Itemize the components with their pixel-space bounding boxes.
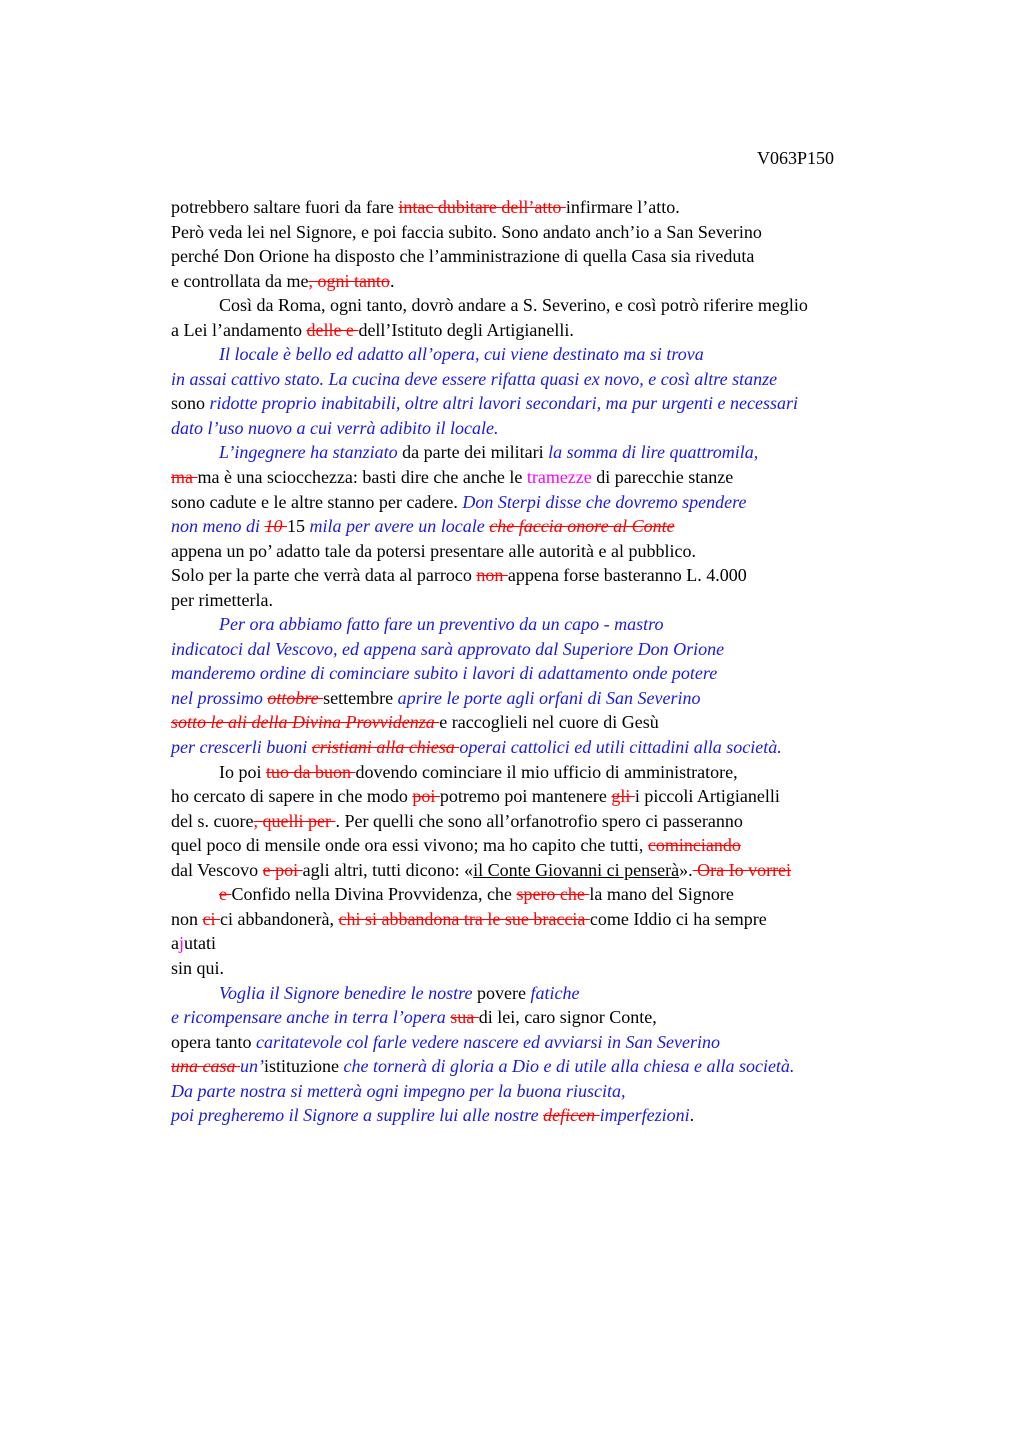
text-line [171, 465, 931, 490]
text-line [171, 661, 931, 686]
text-segment: perché Don Orione ha disposto che l’amministrazione di quella Casa sia riveduta [171, 246, 755, 267]
text-segment: di lei, caro signor Conte, [478, 1007, 657, 1028]
text-segment: sin qui. [171, 957, 225, 978]
text-line [171, 391, 931, 416]
text-line [171, 514, 931, 539]
text-segment: a Lei l’andamento [171, 319, 307, 340]
text-line [171, 440, 931, 465]
letter-body [171, 195, 931, 1128]
struck-text: cominciando [647, 835, 741, 856]
text-segment: opera tanto [171, 1031, 256, 1052]
emphasized-text: fatiche [530, 982, 580, 1003]
page-id: V063P150 [757, 148, 835, 168]
struck-text: 10 [264, 516, 287, 537]
struck-text: , ogni tanto [308, 270, 390, 291]
text-line [171, 809, 931, 834]
text-segment: la mano del Signore [589, 884, 734, 905]
struck-text: ottobre [267, 687, 324, 708]
text-line [171, 931, 931, 956]
text-line [171, 539, 931, 564]
text-segment: Così da Roma, ogni tanto, dovrò andare a S. Severino, e così potrò riferire meglio [219, 295, 808, 316]
text-segment: utati [184, 933, 217, 954]
struck-text: una casa [171, 1056, 240, 1077]
text-segment: e raccoglieli nel cuore di Gesù [439, 712, 659, 733]
highlighted-text: j [179, 933, 185, 954]
text-segment: a [171, 933, 179, 954]
text-line [171, 367, 931, 392]
text-line [171, 686, 931, 711]
emphasized-text: manderemo ordine di cominciare subito i lavori di adattamento onde potere [171, 663, 718, 684]
text-line [171, 882, 931, 907]
emphasized-text: aprire le porte agli orfani di San Severino [397, 687, 701, 708]
text-line [171, 1030, 931, 1055]
emphasized-text: Da parte nostra si metterà ogni impegno per la buona riuscita, [171, 1080, 626, 1101]
text-line [171, 735, 931, 760]
struck-text: cristiani alla chiesa [311, 737, 460, 758]
text-segment: per rimetterla. [171, 589, 273, 610]
highlighted-text: tramezze [526, 467, 592, 488]
struck-text: ci [202, 908, 220, 929]
text-segment: appena un po’ adatto tale da potersi presentare alle autorità e al pubblico. [171, 540, 696, 561]
text-segment: appena forse basteranno L. 4.000 [507, 565, 747, 586]
text-segment: Confido nella Divina Provvidenza, che [231, 884, 517, 905]
text-line [171, 760, 931, 785]
text-line [171, 833, 931, 858]
emphasized-text: Per ora abbiamo fatto fare un preventivo da un capo - mastro [219, 614, 664, 635]
text-segment: Io poi [219, 761, 266, 782]
text-line [171, 981, 931, 1006]
text-segment: dell’Istituto degli Artigianelli. [358, 319, 574, 340]
text-segment: dovendo cominciare il mio ufficio di amministratore, [355, 761, 738, 782]
text-line [171, 588, 931, 613]
text-line [171, 220, 931, 245]
text-segment: infirmare l’atto. [565, 197, 680, 217]
text-segment: i piccoli Artigianelli [634, 786, 780, 807]
text-segment: . [689, 1105, 695, 1126]
text-segment: istituzione [264, 1056, 344, 1077]
text-line [171, 490, 931, 515]
text-segment: ma è una sciocchezza: basti dire che anche le [197, 467, 527, 488]
struck-text: intac dubitare dell’atto [398, 197, 566, 217]
text-line [171, 907, 931, 932]
text-segment: come Iddio ci ha sempre [589, 908, 767, 929]
emphasized-text: non meno di [171, 516, 265, 537]
struck-text: chi si abbandona tra le sue braccia [338, 908, 590, 929]
text-segment: Però veda lei nel Signore, e poi faccia subito. Sono andato anch’io a San Severino [171, 221, 762, 242]
text-line [171, 1079, 931, 1104]
text-segment: non [171, 908, 203, 929]
struck-text: e [219, 884, 232, 905]
struck-text: poi [412, 786, 440, 807]
emphasized-text: Il locale è bello ed adatto all’opera, cui viene destinato ma si trova [219, 344, 704, 365]
text-line [171, 244, 931, 269]
text-line [171, 342, 931, 367]
struck-text: Ora Io vorrei [692, 859, 792, 880]
struck-text: spero che [516, 884, 590, 905]
text-line [171, 269, 931, 294]
text-segment: quel poco di mensile onde ora essi vivono; ma ho capito che tutti, [171, 835, 648, 856]
emphasized-text: Voglia il Signore benedire le nostre [219, 982, 473, 1003]
emphasized-text: un’ [240, 1056, 264, 1077]
emphasized-text: per crescerli buoni [171, 737, 312, 758]
text-segment: e controllata da me [171, 270, 309, 291]
text-segment: agli altri, tutti dicono: « [302, 859, 474, 880]
text-line [171, 293, 931, 318]
struck-text: gli [611, 786, 635, 807]
text-segment: di parecchie stanze [591, 467, 734, 488]
emphasized-text: indicatoci dal Vescovo, ed appena sarà approvato dal Superiore Don Orione [171, 638, 725, 659]
text-line [171, 710, 931, 735]
underlined-text: il Conte Giovanni ci penserà [473, 859, 680, 880]
emphasized-text: caritatevole col farle vedere nascere ed avviarsi in San Severino [255, 1031, 720, 1052]
text-segment: potremo poi mantenere [439, 786, 612, 807]
struck-text: e poi [262, 859, 303, 880]
struck-text: che faccia onore al Conte [489, 516, 675, 537]
struck-text: , quelli per [253, 810, 336, 831]
text-segment: . [389, 270, 395, 291]
text-segment: del s. cuore [171, 810, 254, 831]
emphasized-text: in assai cattivo stato. La cucina deve essere rifatta quasi ex novo, e così altre stanze [171, 368, 778, 389]
struck-text: ma [171, 467, 198, 488]
text-segment: ci abbandonerà, [220, 908, 339, 929]
text-line [171, 956, 931, 981]
emphasized-text: imperfezioni [599, 1105, 690, 1126]
struck-text: delle e [306, 319, 359, 340]
emphasized-text: mila per avere un locale [309, 516, 490, 537]
text-segment: sono [171, 393, 210, 414]
text-line [171, 416, 931, 441]
text-segment: ho cercato di sapere in che modo [171, 786, 413, 807]
text-line [171, 612, 931, 637]
text-line [171, 784, 931, 809]
text-line [171, 1054, 931, 1079]
emphasized-text: Don Sterpi disse che dovremo spendere [462, 491, 747, 512]
text-segment: settembre [323, 687, 398, 708]
struck-text: non [476, 565, 508, 586]
text-line [171, 1103, 931, 1128]
text-segment: sono cadute e le altre stanno per cadere. [171, 491, 463, 512]
text-segment: da parte dei militari [397, 442, 549, 463]
text-line [171, 1005, 931, 1030]
text-line [171, 637, 931, 662]
text-segment: ». [679, 859, 693, 880]
text-line [171, 563, 931, 588]
text-segment: povere [472, 982, 531, 1003]
text-line [171, 195, 931, 220]
struck-text: tuo da buon [266, 761, 356, 782]
emphasized-text: L’ingegnere ha stanziato [219, 442, 398, 463]
emphasized-text: poi pregheremo il Signore a supplire lui alle nostre [171, 1105, 544, 1126]
struck-text: deficen [543, 1105, 600, 1126]
struck-text: sotto le ali della Divina Provvidenza [171, 712, 440, 733]
emphasized-text: e ricompensare anche in terra l’opera [171, 1007, 451, 1028]
emphasized-text: ridotte proprio inabitabili, oltre altri lavori secondari, ma pur urgenti e necessari [209, 393, 798, 414]
text-segment: potrebbero saltare fuori da fare [171, 197, 399, 217]
text-segment: . Per quelli che sono all’orfanotrofio spero ci passeranno [335, 810, 743, 831]
text-segment: Solo per la parte che verrà data al parroco [171, 565, 477, 586]
emphasized-text: operai cattolici ed utili cittadini alla società. [459, 737, 782, 758]
emphasized-text: nel prossimo [171, 687, 268, 708]
emphasized-text: la somma di lire quattromila, [548, 442, 759, 463]
text-line [171, 858, 931, 883]
emphasized-text: che tornerà di gloria a Dio e di utile alla chiesa e alla società. [343, 1056, 795, 1077]
text-line [171, 318, 931, 343]
struck-text: sua [450, 1007, 479, 1028]
text-segment: dal Vescovo [171, 859, 263, 880]
emphasized-text: dato l’uso nuovo a cui verrà adibito il locale. [171, 417, 499, 438]
text-segment: 15 [287, 516, 310, 537]
